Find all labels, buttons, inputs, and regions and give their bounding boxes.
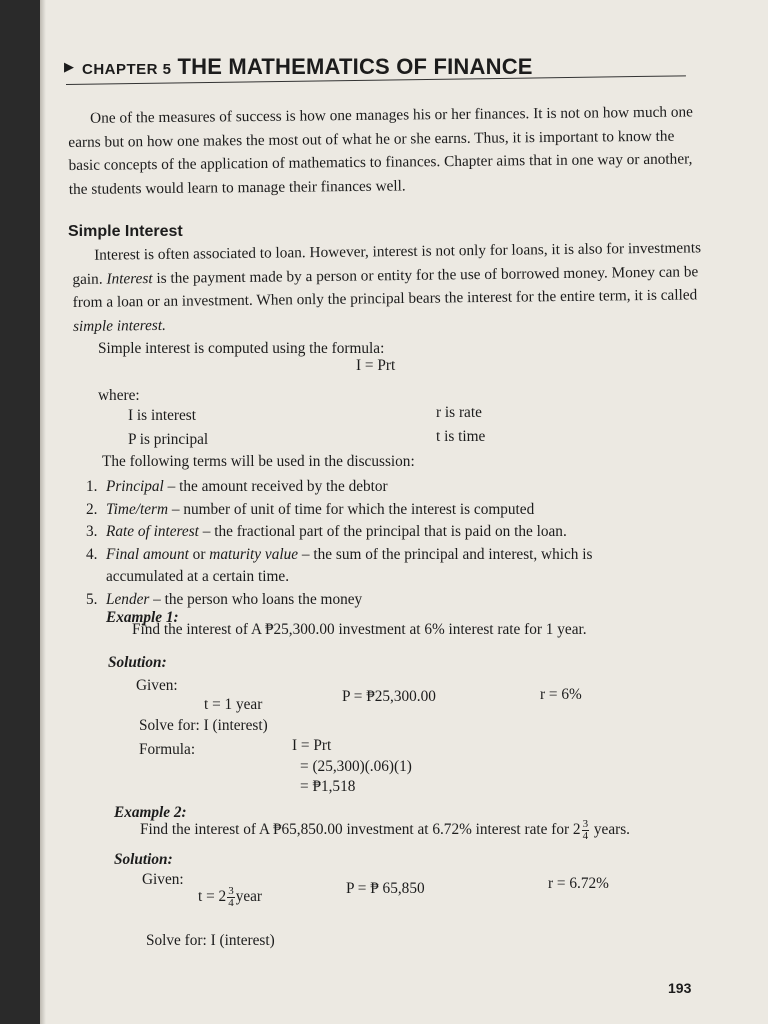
list-item [86, 499, 592, 522]
term-definition: – the amount received by the debtor [163, 478, 388, 495]
term-definition: – number of unit of time for which the interest is computed [168, 500, 535, 518]
chapter-title: THE MATHEMATICS OF FINANCE [177, 54, 533, 79]
example1-label: Example 1: [106, 609, 179, 626]
example1-formula-label: Formula: [139, 741, 196, 758]
term-name: Time/term [106, 500, 169, 518]
book-page [40, 0, 768, 1024]
example2-solve-for: Solve for: I (interest) [146, 932, 275, 949]
example1-step3: = ₱1,518 [300, 778, 356, 795]
term-definition-cont: accumulated at a certain time. [106, 568, 290, 586]
chapter-heading [64, 54, 624, 80]
term-connector: or [188, 545, 210, 563]
t-unit: year [235, 888, 263, 905]
fraction-denominator: 4 [582, 829, 589, 842]
example2-given-label: Given: [142, 871, 184, 888]
list-item [86, 476, 592, 499]
where-r: r is rate [436, 404, 482, 421]
example1-step1: I = Prt [292, 737, 332, 754]
example2-given-p: P = ₱ 65,850 [346, 880, 425, 897]
term-name-alt: maturity value [209, 545, 299, 563]
page-binding-shadow [40, 0, 46, 1024]
list-number: 1. [86, 478, 98, 495]
section-heading: Simple Interest [68, 223, 183, 240]
example2-problem-text: Find the interest of A ₱65,850.00 investment at 6.72% interest rate for 2 [140, 821, 581, 838]
page-number: 193 [668, 980, 692, 996]
list-item [86, 521, 592, 544]
para-text-2: is the payment made by a person or entity for the use of borrowed money. Money can be from a loan or an investment. When only the principal bears the interest for the entire term, it is called [72, 262, 699, 311]
example2-given-r: r = 6.72% [548, 875, 609, 892]
fraction-numerator: 3 [582, 817, 589, 830]
term-name: Lender [106, 590, 150, 608]
example1-problem: Find the interest of A ₱25,300.00 investment at 6% interest rate for 1 year. [132, 621, 587, 638]
section-paragraph [72, 236, 713, 338]
term-definition: – the sum of the principal and interest, which is [298, 545, 593, 563]
terms-list [86, 476, 593, 612]
list-item [86, 544, 593, 589]
where-p: P is principal [128, 431, 209, 448]
chapter-marker-icon: ▶ [64, 59, 74, 74]
chapter-number: CHAPTER 5 [82, 61, 172, 78]
t-fraction [227, 886, 235, 909]
term-interest: Interest [106, 269, 153, 288]
main-formula: I = Prt [356, 357, 396, 374]
example2-solution-label: Solution: [114, 851, 173, 868]
term-simple-interest: simple interest. [72, 316, 167, 335]
example1-solution-label: Solution: [108, 654, 167, 671]
example2-years-suffix: years. [593, 821, 630, 838]
term-name: Principal [106, 478, 164, 495]
intro-paragraph: One of the measures of success is how one manages his or her finances. It is not on how much one earns but on how one makes the most out of what he or she earns. Thus, it is important to know the basic concepts of the application of mathematics to finances. Chapter aims that in one way or another, the students would learn to manage their finances well. [68, 103, 693, 198]
list-number: 5. [86, 590, 98, 608]
where-t: t is time [436, 428, 486, 445]
para-text-1: Interest is often associated to loan. However, interest is not only for loans, it is also for investments gain. [72, 239, 702, 288]
example1-given-r: r = 6% [540, 686, 582, 703]
list-number: 3. [86, 523, 98, 541]
list-number: 2. [86, 500, 98, 518]
list-number: 4. [86, 545, 98, 563]
example2-years-fraction [582, 819, 590, 842]
where-label: where: [98, 387, 140, 404]
terms-intro: The following terms will be used in the discussion: [102, 453, 415, 470]
fraction-denominator: 4 [228, 896, 234, 909]
example1-solve-for: Solve for: I (interest) [139, 717, 268, 734]
term-name: Final amount [106, 545, 189, 563]
example1-given-t: t = 1 year [204, 696, 263, 713]
term-definition: – the person who loans the money [149, 590, 363, 608]
formula-intro: Simple interest is computed using the formula: [98, 340, 385, 357]
example1-step2: = (25,300)(.06)(1) [300, 758, 412, 775]
example2-label: Example 2: [114, 804, 187, 821]
example1-given-p: P = ₱25,300.00 [342, 688, 436, 705]
example1-given-label: Given: [136, 677, 178, 694]
t-whole: t = 2 [198, 888, 227, 905]
where-i: I is interest [128, 407, 196, 424]
example2-problem [140, 818, 630, 842]
term-name: Rate of interest [106, 523, 199, 541]
fraction-numerator: 3 [228, 884, 234, 897]
term-definition: – the fractional part of the principal that is paid on the loan. [198, 523, 567, 541]
example2-given-t [198, 885, 262, 909]
